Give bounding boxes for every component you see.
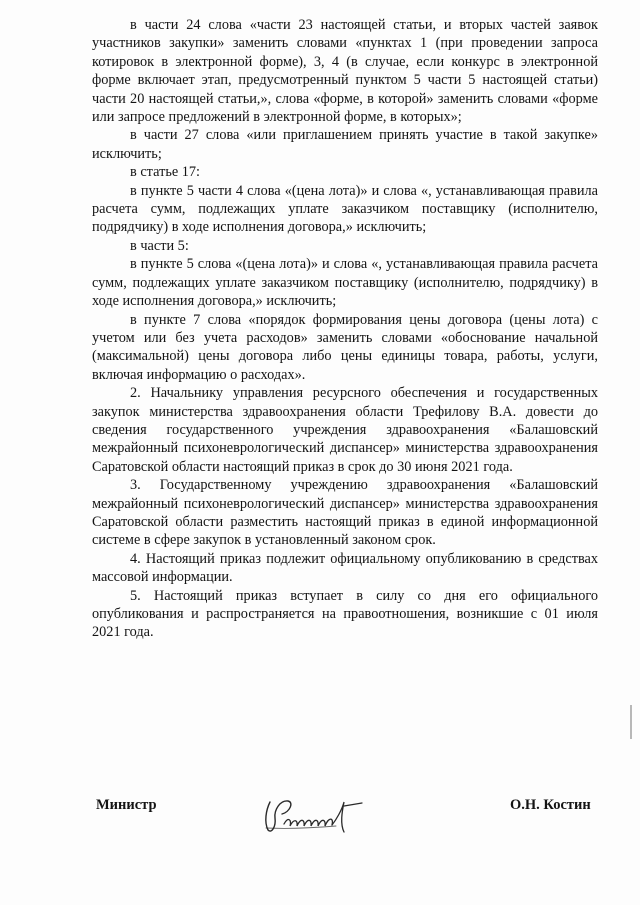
paragraph: в пункте 7 слова «порядок формирования цены договора (цены лота) с учетом или без учета расходов» заменить словами «обоснование начальной (максимальной) цены договора либо цены единицы товара, работы, услуги, включая информацию о расходах».: [92, 311, 598, 383]
paragraph: в части 24 слова «части 23 настоящей статьи, и вторых частей заявок участников закупки» заменить словами «пунктах 1 (при проведении запроса котировок в электронной форме), 3, 4 (в случае, если конкурс в электронной форме включает этап, предусмотренный пунктом 5 части 5 настоящей статьи) части 20 настоящей статьи,», слова «форме, в которой» заменить словами «форме или запросе предложений в электронной форме, в которых»;: [92, 17, 598, 126]
scan-edge-mark: [630, 705, 632, 739]
signatory-name: О.Н. Костин: [510, 797, 591, 813]
paragraph: в статье 17:: [130, 164, 201, 181]
paragraph: в части 27 слова «или приглашением принять участие в такой закупке» исключить;: [92, 127, 598, 162]
paragraph: в части 5:: [130, 237, 189, 254]
signatory-position: Министр: [96, 797, 157, 813]
handwritten-signature: [258, 788, 370, 838]
document-body: [92, 16, 598, 642]
paragraph: 5. Настоящий приказ вступает в силу со дня его официального опубликования и распространяется на правоотношения, возникшие с 01 июля 2021 года.: [92, 587, 598, 641]
paragraph: в пункте 5 части 4 слова «(цена лота)» и слова «, устанавливающая правила расчета сумм, подлежащих уплате заказчиком поставщику (исполнителю, подрядчику) в ходе исполнения договора,» исключить;: [92, 182, 598, 236]
paragraph: 2. Начальнику управления ресурсного обеспечения и государственных закупок министерства здравоохранения области Трефилову В.А. довести до сведения государственного учреждения здравоохранения «Балашовский межрайонный психоневрологический диспансер» министерства здравоохранения Саратовской области настоящий приказ в срок до 30 июня 2021 года.: [92, 385, 598, 475]
paragraph: 3. Государственному учреждению здравоохранения «Балашовский межрайонный психоневрологический диспансер» министерства здравоохранения Саратовской области разместить настоящий приказ в единой информационной системе в сфере закупок в установленный законом срок.: [92, 477, 598, 549]
paragraph: в пункте 5 слова «(цена лота)» и слова «, устанавливающая правила расчета сумм, подлежащих уплате заказчиком поставщику (исполнителю, подрядчику) в ходе исполнения договора,» исключить;: [92, 256, 598, 310]
paragraph: 4. Настоящий приказ подлежит официальному опубликованию в средствах массовой информации.: [92, 550, 598, 586]
